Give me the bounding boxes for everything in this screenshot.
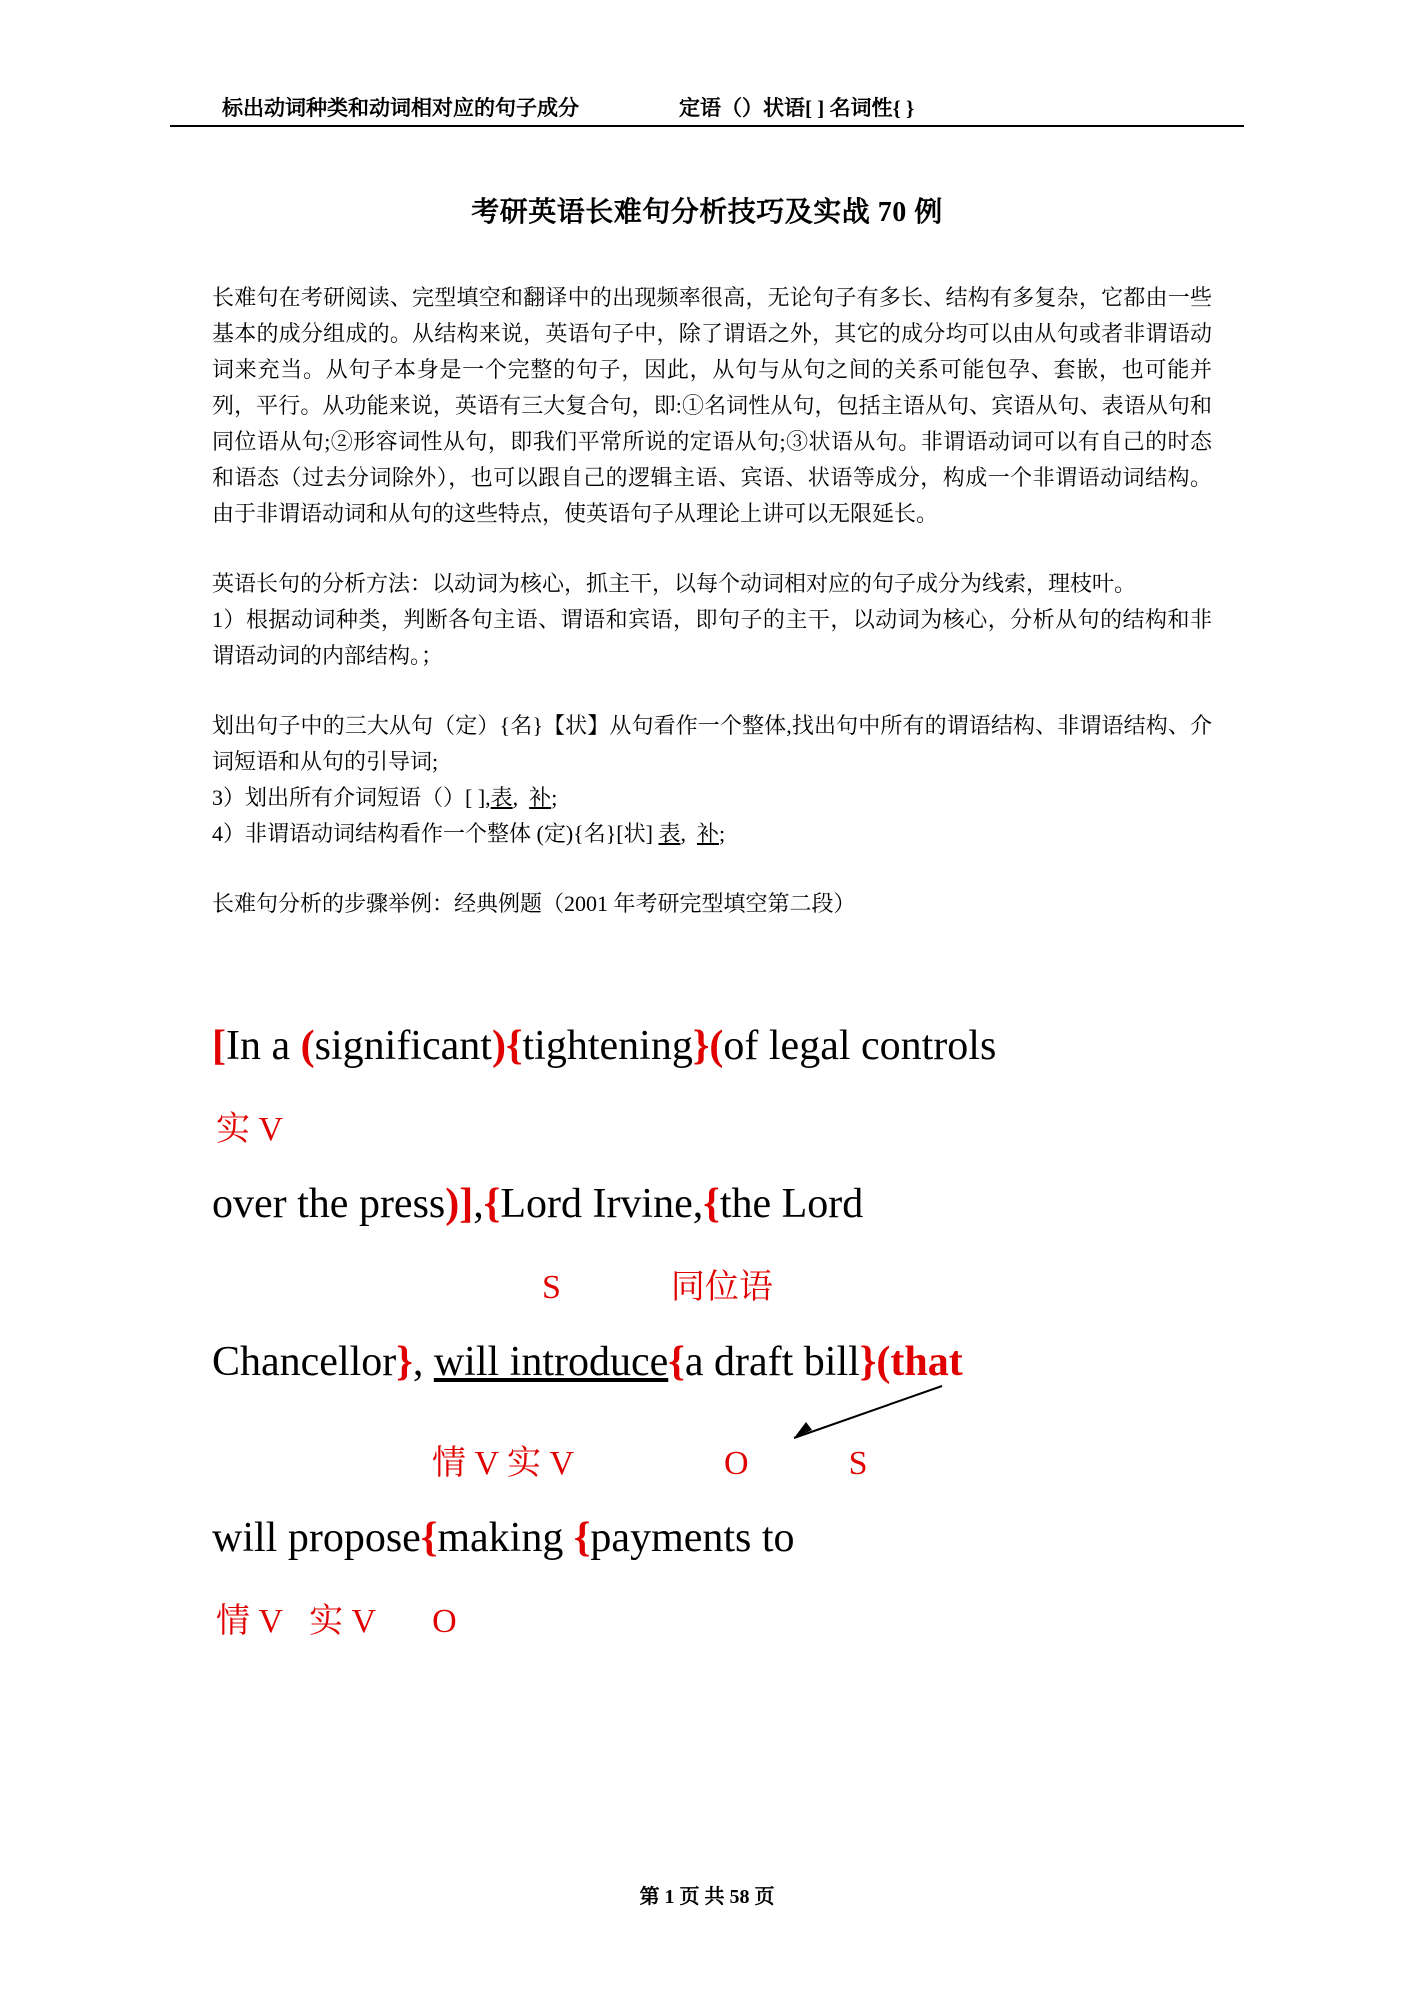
spacer — [212, 1072, 1222, 1108]
paren-close: ) — [491, 1023, 506, 1069]
header-left-note: 标出动词种类和动词相对应的句子成分 — [222, 96, 579, 120]
annotation-main-verb: 实 V — [309, 1603, 377, 1640]
example-line-1 — [212, 1020, 1222, 1072]
spacer — [212, 1388, 1222, 1442]
annotation-appositive: 同位语 — [670, 1269, 773, 1306]
annotation-subject-2: S — [848, 1445, 868, 1482]
annotation-object: O — [724, 1445, 749, 1482]
example-line-2 — [212, 1178, 1222, 1230]
annotation-line-2 — [212, 1266, 1222, 1310]
annotation-line-4 — [212, 1600, 1222, 1644]
bracket-open: [ — [212, 1023, 226, 1069]
line3-that: that — [890, 1339, 963, 1385]
header-right-note: 定语（）状语[ ] 名词性{ } — [679, 96, 915, 120]
brace-open-4: { — [668, 1339, 685, 1385]
paren-open-2: ( — [709, 1023, 724, 1069]
paragraph-step-4 — [212, 816, 1212, 852]
paren-bracket-close: )] — [445, 1181, 474, 1227]
step-4-suffix: ; — [718, 821, 726, 846]
line4-text-2: payments to — [590, 1515, 795, 1561]
line2-text-2: Lord Irvine, — [500, 1181, 704, 1227]
brace-open-5: { — [420, 1515, 438, 1561]
paren-open: ( — [300, 1023, 315, 1069]
page-footer: 第 1 页 共 58 页 — [639, 1886, 775, 1908]
paragraph-step-2: 划出句子中的三大从句（定）{名}【状】从句看作一个整体,找出句中所有的谓语结构、非谓语结构、介词短语和从句的引导词; — [212, 713, 1212, 774]
step-3-mid: , — [512, 785, 519, 810]
line3-object: a draft bill — [684, 1339, 860, 1385]
annotation-modal-verb: 情 V 实 V — [432, 1445, 574, 1482]
spacer — [212, 1152, 1222, 1178]
example-line-4 — [212, 1512, 1222, 1564]
brace-open-2: { — [483, 1181, 501, 1227]
line1-text-4: of legal controls — [723, 1023, 997, 1069]
spacer — [212, 1310, 1222, 1336]
spacer — [212, 1564, 1222, 1600]
annotation-line-1: 实 V — [216, 1111, 284, 1148]
example-analysis — [212, 1020, 1222, 1644]
line1-text-2: significant — [314, 1023, 492, 1069]
spacer — [212, 1230, 1222, 1266]
example-line-3 — [212, 1336, 1222, 1388]
step-4-prefix: 4）非谓语动词结构看作一个整体 (定){名}[状] — [212, 821, 659, 846]
line3-predicate: will introduce — [433, 1339, 669, 1385]
line2-comma: , — [473, 1181, 484, 1227]
line1-text-3: tightening — [522, 1023, 693, 1069]
line3-text-1: Chancellor — [212, 1339, 397, 1385]
brace-close: } — [692, 1023, 710, 1069]
step-3-underline-2: 补 — [529, 785, 552, 810]
paren-open-3: ( — [876, 1339, 891, 1385]
spacer — [212, 674, 1212, 708]
line4-text-1: making — [437, 1515, 574, 1561]
line2-text-3: the Lord — [719, 1181, 864, 1227]
step-3-underline-1: 表 — [490, 785, 513, 810]
paragraph-step-3 — [212, 780, 1212, 816]
line2-text-1: over the press — [212, 1181, 446, 1227]
step-3-prefix: 3）划出所有介词短语（）[ ], — [212, 785, 491, 810]
page-title: 考研英语长难句分析技巧及实战 70 例 — [471, 197, 943, 228]
line3-comma: , — [412, 1339, 434, 1385]
spacer — [212, 852, 1212, 886]
document-body — [212, 280, 1212, 922]
brace-open-3: { — [703, 1181, 720, 1227]
line4-predicate: will propose — [212, 1515, 421, 1561]
step-4-mid: , — [680, 821, 686, 846]
annotation-subject: S — [542, 1269, 561, 1306]
brace-open: { — [505, 1023, 523, 1069]
annotation-line-3 — [212, 1442, 1222, 1486]
paragraph-step-1: 1）根据动词种类，判断各句主语、谓语和宾语，即句子的主干，以动词为核心，分析从句的结构和非谓语动词的内部结构。； — [212, 607, 1212, 668]
page-header — [222, 92, 1192, 122]
step-4-underline-2: 补 — [696, 821, 719, 846]
step-3-suffix: ; — [551, 785, 558, 810]
paragraph-example-intro: 长难句分析的步骤举例：经典例题（2001 年考研完型填空第二段） — [212, 891, 856, 916]
annotation-object-2: O — [432, 1603, 457, 1640]
annotation-modal-verb-2: 情 V — [216, 1603, 284, 1640]
paragraph-intro: 长难句在考研阅读、完型填空和翻译中的出现频率很高，无论句子有多长、结构有多复杂，它都由一些基本的成分组成的。从结构来说，英语句子中，除了谓语之外，其它的成分均可以由从句或者非谓语动词来充当。从句子本身是一个完整的句子，因此，从句与从句之间的关系可能包孕、套嵌，也可能并列，平行。从功能来说，英语有三大复合句，即:①名词性从句，包括主语从句、宾语从句、表语从句和同位语从句;②形容词性从句，即我们平常所说的定语从句;③状语从句。非谓语动词可以有自己的时态和语态（过去分词除外），也可以跟自己的逻辑主语、宾语、状语等成分，构成一个非谓语动词结构。由于非谓语动词和从句的这些特点，使英语句子从理论上讲可以无限延长。 — [212, 285, 1212, 526]
paragraph-method: 英语长句的分析方法：以动词为核心，抓主干，以每个动词相对应的句子成分为线索，理枝叶。 — [212, 571, 1137, 596]
line1-text-1: In a — [226, 1023, 301, 1069]
brace-open-6: { — [573, 1515, 591, 1561]
spacer — [212, 532, 1212, 566]
brace-close-3: } — [859, 1339, 877, 1385]
step-4-underline-1: 表 — [658, 821, 681, 846]
spacer — [212, 1486, 1222, 1512]
header-divider — [170, 125, 1244, 127]
brace-close-2: } — [396, 1339, 413, 1385]
